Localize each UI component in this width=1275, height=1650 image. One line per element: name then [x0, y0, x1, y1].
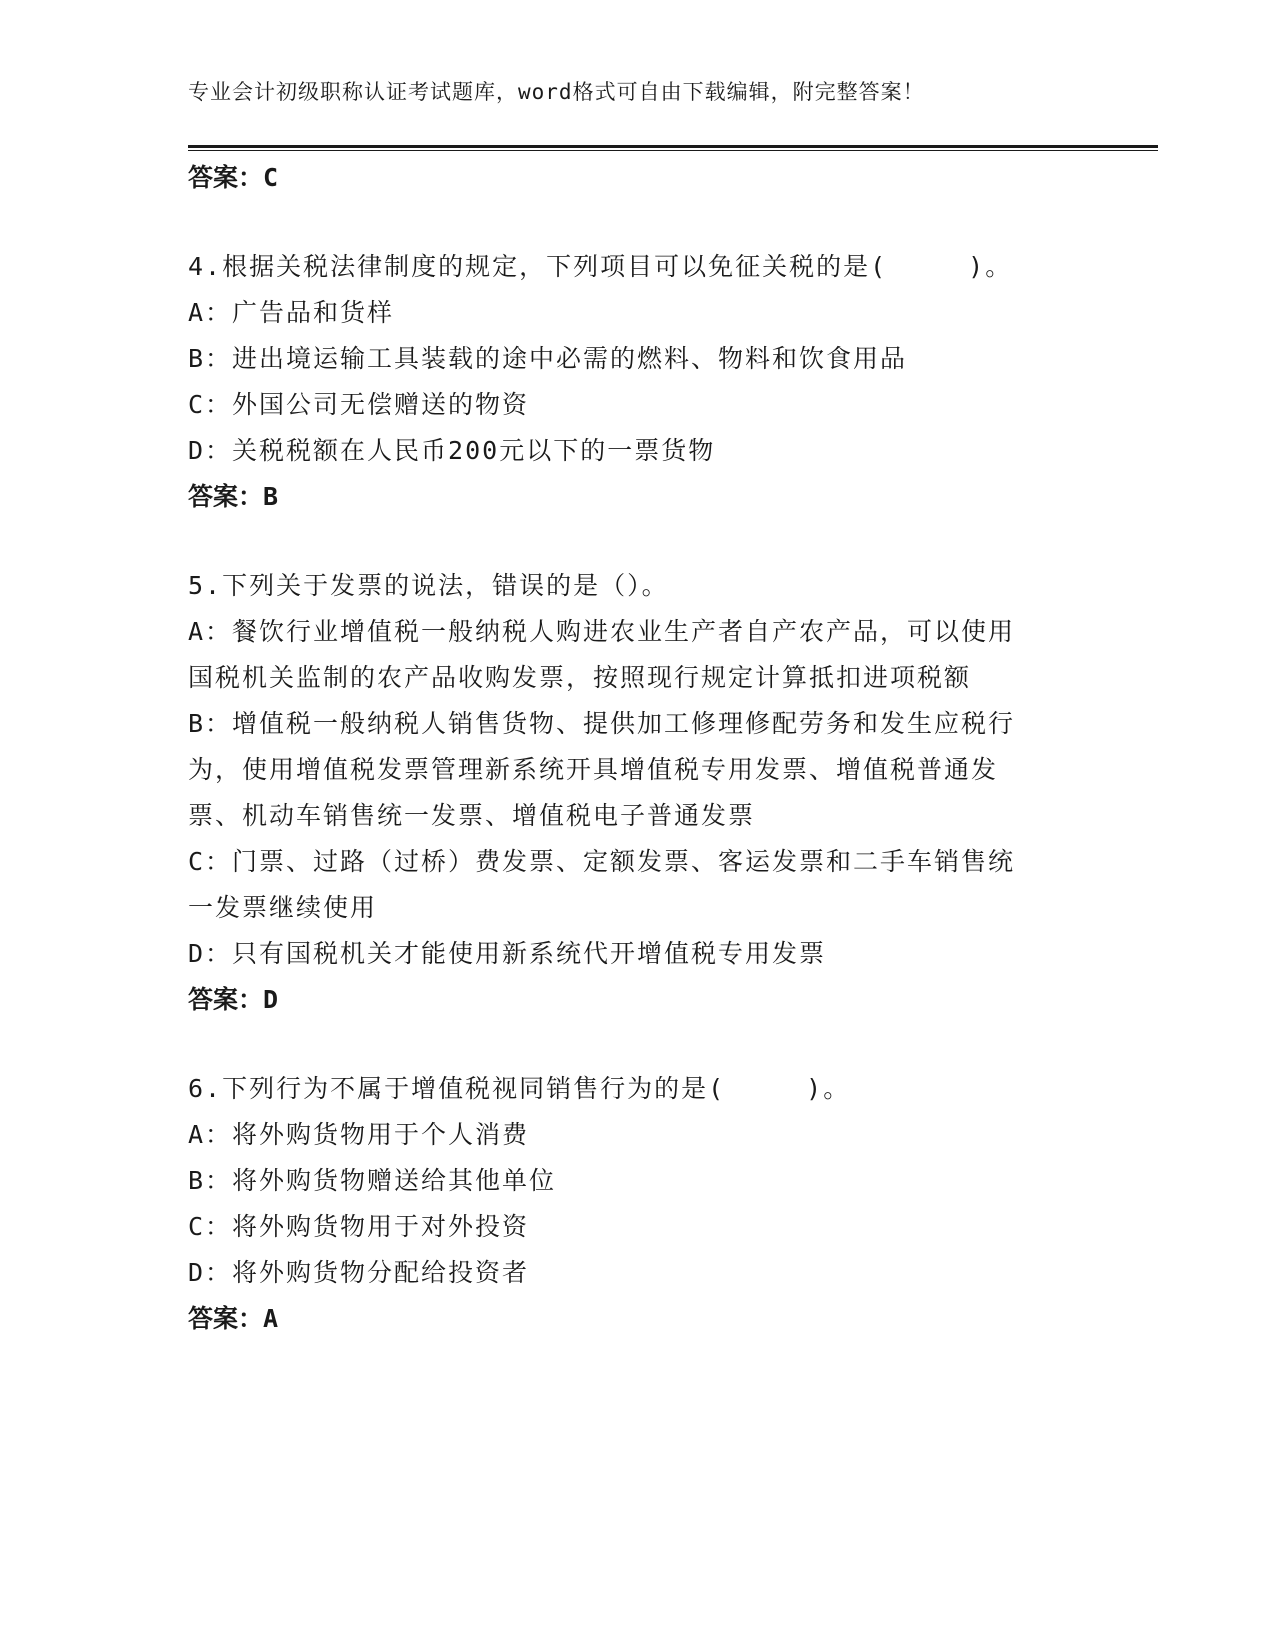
question-text: 4.根据关税法律制度的规定，下列项目可以免征关税的是( )。	[188, 252, 1013, 281]
header-rule-thick	[188, 145, 1158, 148]
option-c: C：将外购货物用于对外投资	[188, 1212, 530, 1241]
option-b: B：将外购货物赠送给其他单位	[188, 1166, 557, 1195]
question-text: 6.下列行为不属于增值税视同销售行为的是( )。	[188, 1074, 851, 1103]
spacer	[188, 1023, 1088, 1066]
answer-line	[188, 977, 1088, 1023]
answer-line	[188, 1296, 1088, 1342]
spacer	[188, 201, 1088, 244]
question-block	[188, 244, 1088, 520]
option-b: B：进出境运输工具装载的途中必需的燃料、物料和饮食用品	[188, 344, 908, 373]
answer-line	[188, 155, 1088, 201]
answer-label: 答案：	[188, 1304, 264, 1333]
option-a: A：广告品和货样	[188, 298, 395, 327]
question-block	[188, 563, 1088, 1023]
answer-value: C	[263, 163, 279, 192]
header-rule-thin	[188, 150, 1158, 151]
option-c: C：外国公司无偿赠送的物资	[188, 390, 530, 419]
answer-label: 答案：	[188, 985, 264, 1014]
page-header: 专业会计初级职称认证考试题库，word格式可自由下载编辑，附完整答案！	[188, 80, 925, 104]
answer-value: B	[263, 482, 279, 511]
option-a: A：将外购货物用于个人消费	[188, 1120, 530, 1149]
option-b: B：增值税一般纳税人销售货物、提供加工修理修配劳务和发生应税行	[188, 709, 1016, 738]
answer-label: 答案：	[188, 482, 264, 511]
answer-line	[188, 474, 1088, 520]
answer-value: A	[263, 1304, 279, 1333]
answer-value: D	[263, 985, 279, 1014]
answer-label: 答案：	[188, 163, 264, 192]
question-text: 5.下列关于发票的说法，错误的是（）。	[188, 571, 669, 600]
option-d: D：只有国税机关才能使用新系统代开增值税专用发票	[188, 939, 827, 968]
option-c-continued: 一发票继续使用	[188, 893, 378, 922]
option-a-continued: 国税机关监制的农产品收购发票，按照现行规定计算抵扣进项税额	[188, 663, 972, 692]
option-b-continued: 票、机动车销售统一发票、增值税电子普通发票	[188, 801, 756, 830]
option-d: D：关税税额在人民币200元以下的一票货物	[188, 436, 716, 465]
option-d: D：将外购货物分配给投资者	[188, 1258, 530, 1287]
question-block	[188, 1066, 1088, 1342]
question-list	[188, 155, 1088, 1342]
spacer	[188, 520, 1088, 563]
option-b-continued: 为，使用增值税发票管理新系统开具增值税专用发票、增值税普通发	[188, 755, 999, 784]
option-c: C：门票、过路（过桥）费发票、定额发票、客运发票和二手车销售统	[188, 847, 1016, 876]
option-a: A：餐饮行业增值税一般纳税人购进农业生产者自产农产品，可以使用	[188, 617, 1016, 646]
